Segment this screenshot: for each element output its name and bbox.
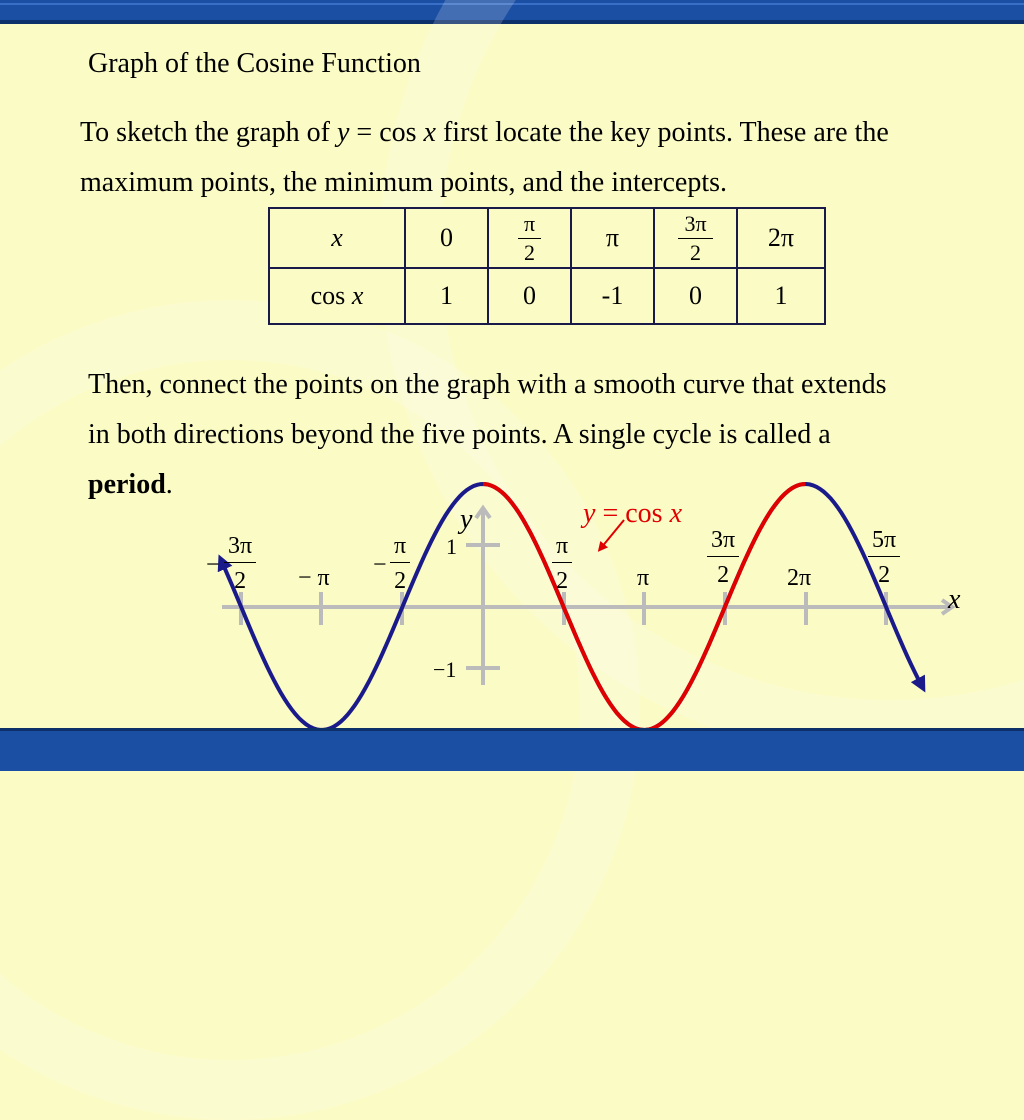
tick-label-neg-3pi-2: $\frac{3\pi}{2}$ xyxy=(224,534,256,593)
tick-label-2pi: 2π xyxy=(787,565,812,591)
tick-label-sign: − xyxy=(373,552,387,578)
curve-label: y = cos x xyxy=(583,498,682,529)
slide-title: Graph of the Cosine Function xyxy=(88,48,421,79)
table-cell: 0 xyxy=(488,268,571,324)
y-axis-label: y xyxy=(460,504,473,535)
table-header-cos: cos x xyxy=(269,268,405,324)
table-header-x: x xyxy=(269,208,405,268)
y-tick-label-neg1: −1 xyxy=(433,657,457,682)
tick-label-5pi-2: $\frac{5\pi}{2}$ xyxy=(868,528,900,587)
tick-label-neg-pi: − π xyxy=(298,565,330,591)
table-cell: $\frac{\pi}{2}$ xyxy=(488,208,571,268)
x-axis-label: x xyxy=(948,584,961,615)
tick-label-3pi-2: $\frac{3\pi}{2}$ xyxy=(707,528,739,587)
table-cell: 0 xyxy=(654,268,737,324)
table-cell: $\frac{3\pi}{2}$ xyxy=(654,208,737,268)
outro-paragraph: Then, connect the points on the graph with a smooth curve that extends in both directions beyond the five points. A single cycle is called a period. xyxy=(88,369,887,500)
table-cell: 2π xyxy=(737,208,825,268)
table-cell: 1 xyxy=(405,268,488,324)
intro-paragraph: To sketch the graph of y = cos x first locate the key points. These are the maximum points, the minimum points, and the intercepts. xyxy=(80,117,889,198)
tick-label-pi-2: $\frac{\pi}{2}$ xyxy=(552,534,572,593)
table-cell: -1 xyxy=(571,268,654,324)
table-cell: 1 xyxy=(737,268,825,324)
table-cell: π xyxy=(571,208,654,268)
bottom-banner xyxy=(0,728,1024,771)
tick-label-sign: − xyxy=(206,552,220,578)
y-tick-label-1: 1 xyxy=(446,534,457,559)
table-cell: 0 xyxy=(405,208,488,268)
tick-label-neg-pi-2: $\frac{\pi}{2}$ xyxy=(390,534,410,593)
tick-label-pi: π xyxy=(637,565,650,591)
